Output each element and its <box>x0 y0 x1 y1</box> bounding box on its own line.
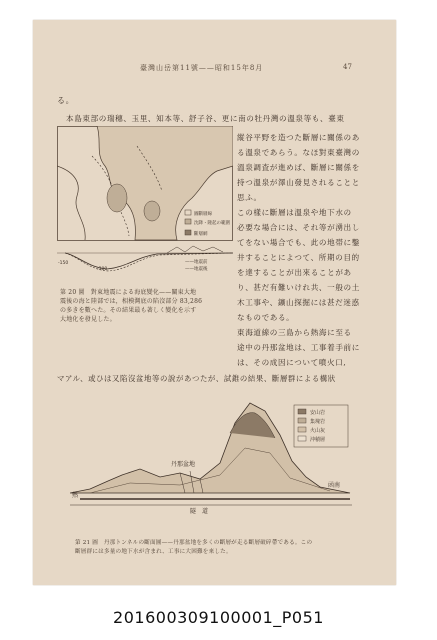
profile-legend: ——地震前 <box>185 260 208 265</box>
profile-before <box>65 253 233 269</box>
page-number: 47 <box>343 63 352 71</box>
legend-swatch <box>185 210 191 215</box>
legend-swatch <box>185 230 191 235</box>
tunnel-label: 隧 道 <box>190 508 209 515</box>
mountain-profile <box>70 403 350 493</box>
legend-swatch <box>298 436 306 441</box>
figure21-cross-section <box>70 393 380 533</box>
right-column-line: てをない場合でも、此の地帯に鑿 <box>237 238 360 247</box>
end-label: 函南 <box>328 482 341 489</box>
right-column-line: 途中の丹那盆地は、工事着手前に <box>237 343 360 352</box>
legend-label: 火山灰 <box>310 428 326 434</box>
body-line: 本島東部の瑞穗、玉里、知本等、舒子谷、更に南の牡丹灣の溫泉等も、臺東 <box>66 114 345 123</box>
profile-legend: ——地震後 <box>185 267 208 272</box>
figure20-caption-line: 震後の海と陸部では，相模灣底の陷沒部分 83,286 <box>60 298 203 305</box>
figure20-profile <box>57 243 233 273</box>
right-column-line: り、甚だ有難いけれ共、一般の土 <box>237 283 360 292</box>
body-line: る。 <box>57 96 75 105</box>
coastline <box>57 166 85 240</box>
right-column-line: 持つ溫泉が澤山發見されることと <box>237 178 360 187</box>
right-column-line: この樣に斷層は溫泉や地下水の <box>237 208 352 217</box>
right-column-line: なものである。 <box>237 313 295 322</box>
right-column-line: 縱谷平野を造つた斷層に關係のあ <box>237 133 360 142</box>
land-profile <box>167 246 223 253</box>
figure20-caption-line: 大地化を發見した。 <box>60 316 116 323</box>
figure20-caption-line: の多きを數へた。その結果最も著しく變化を示す <box>60 307 197 314</box>
right-column-line: る溫泉であらう。なほ對東臺灣の <box>237 148 360 157</box>
legend-swatch <box>298 427 306 432</box>
right-column-line: 溫泉調査が進めば、斷層に關係を <box>237 163 360 172</box>
right-column-line: 東海道線の三島から熱海に至る <box>237 328 352 337</box>
right-column-line: 井することによつて、所期の目的 <box>237 253 360 262</box>
map-legend <box>185 210 230 237</box>
profile-depth: -300 <box>97 267 108 272</box>
legend-label: 沈降・隆起の範圍 <box>194 221 230 226</box>
legend-label: 圖斷層線 <box>194 212 212 217</box>
right-column-line: 思ふ。 <box>237 193 262 202</box>
catalog-id: 201600309100001_P051 <box>113 608 324 627</box>
figure21-legend <box>294 405 348 447</box>
legend-swatch <box>185 219 191 224</box>
right-column-line: は、その成因について噴火口, <box>237 358 347 367</box>
right-column-line: を達することが出來ることがあ <box>237 268 352 277</box>
profile-depth: -150 <box>58 261 69 266</box>
end-label: 熱 <box>72 492 79 499</box>
figure21-caption-line: 第 21 圖 丹那トンネルの斷面圖——丹那盆地を多くの斷層が走る斷層破碎帶である。この <box>75 540 313 546</box>
basin-label: 丹那盆地 <box>171 461 196 468</box>
legend-label: 安山岩 <box>310 410 326 416</box>
legend-swatch <box>298 409 306 414</box>
legend-label: 斷層網 <box>194 232 208 237</box>
figure21-caption-line: 斷層群には多量の地下水が含まれ、工事に大困難を來した。 <box>75 549 232 555</box>
legend-label: 集塊岩 <box>310 419 326 425</box>
body-line: マアル、或ひは又陷沒盆地等の說があつたが、試錐の結果、斷層群による構狀 <box>57 374 336 383</box>
right-column-line: 木工事や、鑛山探掘には甚だ迷惑 <box>237 298 360 307</box>
figure20-caption-line: 第 20 圖 對東地震による海底變化——關東大地 <box>60 289 197 296</box>
figure20-map <box>57 126 233 241</box>
uplift-area <box>107 184 127 212</box>
uplift-area <box>144 201 160 221</box>
running-header: 臺灣山岳第11號——昭和15年8月 <box>140 64 264 72</box>
legend-swatch <box>298 418 306 423</box>
right-column-line: 必要な場合には、それ等が湧出し <box>237 223 360 232</box>
legend-label: 沖積層 <box>310 437 326 443</box>
